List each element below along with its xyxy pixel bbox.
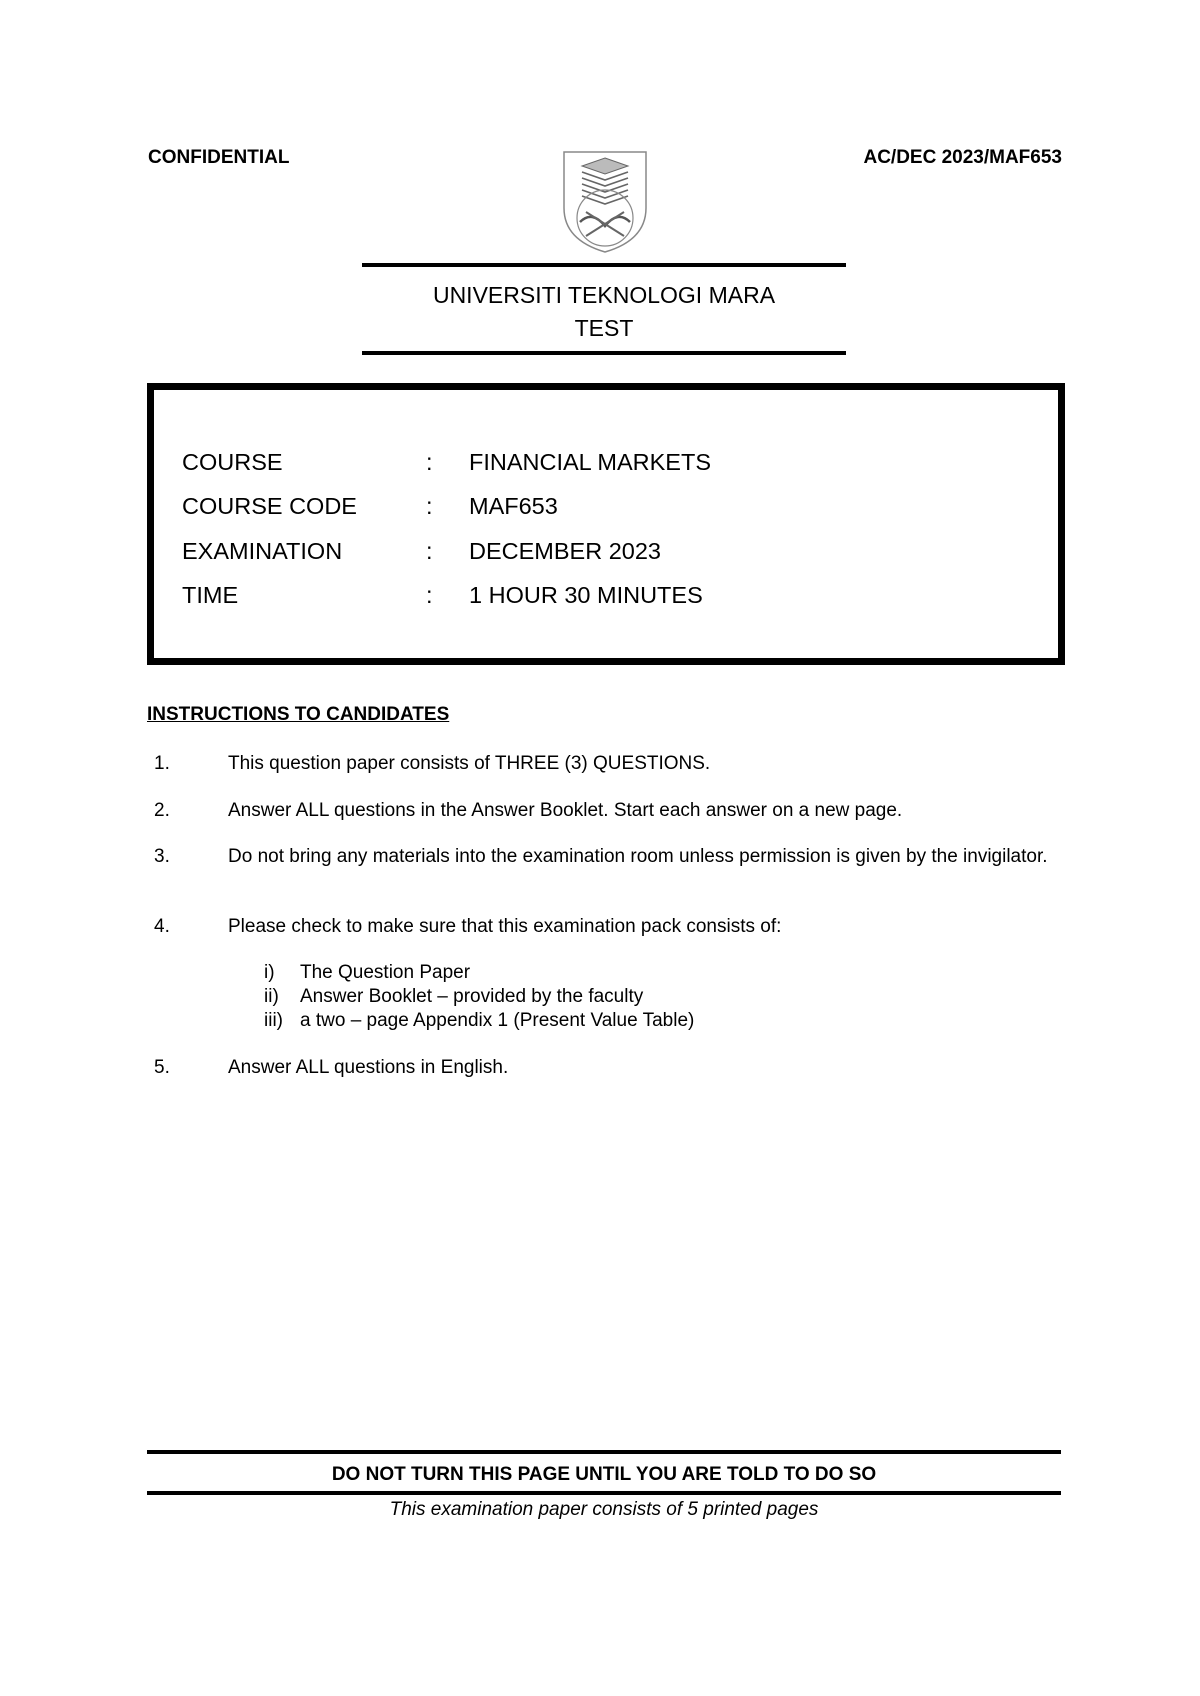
- paper-code: AC/DEC 2023/MAF653: [863, 147, 1062, 168]
- title-bottom-rule: [362, 351, 846, 355]
- instruction-text: Answer ALL questions in English.: [228, 1057, 509, 1078]
- info-colon: :: [426, 493, 433, 519]
- instruction-text: Do not bring any materials into the examination room unless permission is given by the invigilator.: [228, 846, 1048, 867]
- instruction-number: 5.: [154, 1057, 170, 1078]
- info-colon: :: [426, 449, 433, 475]
- instruction-item: [150, 1056, 1058, 1080]
- list-item-text: a two – page Appendix 1 (Present Value Table): [300, 1010, 695, 1031]
- info-label: TIME: [182, 582, 239, 608]
- page-count-note: This examination paper consists of 5 printed pages: [389, 1499, 819, 1520]
- instruction-text: Answer ALL questions in the Answer Booklet. Start each answer on a new page.: [228, 800, 903, 821]
- list-item-number: i): [264, 962, 275, 983]
- university-crest-icon: [562, 150, 648, 254]
- instruction-item: [150, 915, 1058, 939]
- page-title: [362, 279, 846, 345]
- confidential-label: CONFIDENTIAL: [148, 147, 290, 168]
- instruction-number: 4.: [154, 916, 170, 937]
- info-value: 1 HOUR 30 MINUTES: [469, 582, 703, 608]
- footer-bottom-rule: [147, 1491, 1061, 1495]
- instructions-heading: INSTRUCTIONS TO CANDIDATES: [147, 704, 450, 725]
- instruction-number: 2.: [154, 800, 170, 821]
- footer-top-rule: [147, 1450, 1061, 1454]
- info-value: MAF653: [469, 493, 558, 519]
- info-colon: :: [426, 538, 433, 564]
- info-value: FINANCIAL MARKETS: [469, 449, 711, 475]
- list-item-text: Answer Booklet – provided by the faculty: [300, 986, 644, 1007]
- info-label: EXAMINATION: [182, 538, 343, 564]
- footer-warning: DO NOT TURN THIS PAGE UNTIL YOU ARE TOLD TO DO SO: [331, 1464, 877, 1485]
- info-label: COURSE: [182, 449, 283, 475]
- list-item-text: The Question Paper: [300, 962, 471, 983]
- course-info-box: [147, 383, 1065, 665]
- instruction-item: [150, 752, 1058, 776]
- info-colon: :: [426, 582, 433, 608]
- title-top-rule: [362, 263, 846, 267]
- instruction-text: This question paper consists of THREE (3) QUESTIONS.: [228, 753, 711, 774]
- info-value: DECEMBER 2023: [469, 538, 661, 564]
- info-label: COURSE CODE: [182, 493, 357, 519]
- instruction-item: [150, 845, 1058, 869]
- instruction-number: 3.: [154, 846, 170, 867]
- instruction-item: [150, 799, 1058, 823]
- instruction-number: 1.: [154, 753, 170, 774]
- list-item-number: iii): [264, 1010, 283, 1031]
- instruction-text: Please check to make sure that this examination pack consists of:: [228, 916, 782, 937]
- university-name: UNIVERSITI TEKNOLOGI MARA: [432, 282, 776, 308]
- paper-type: TEST: [574, 315, 634, 341]
- list-item-number: ii): [264, 986, 279, 1007]
